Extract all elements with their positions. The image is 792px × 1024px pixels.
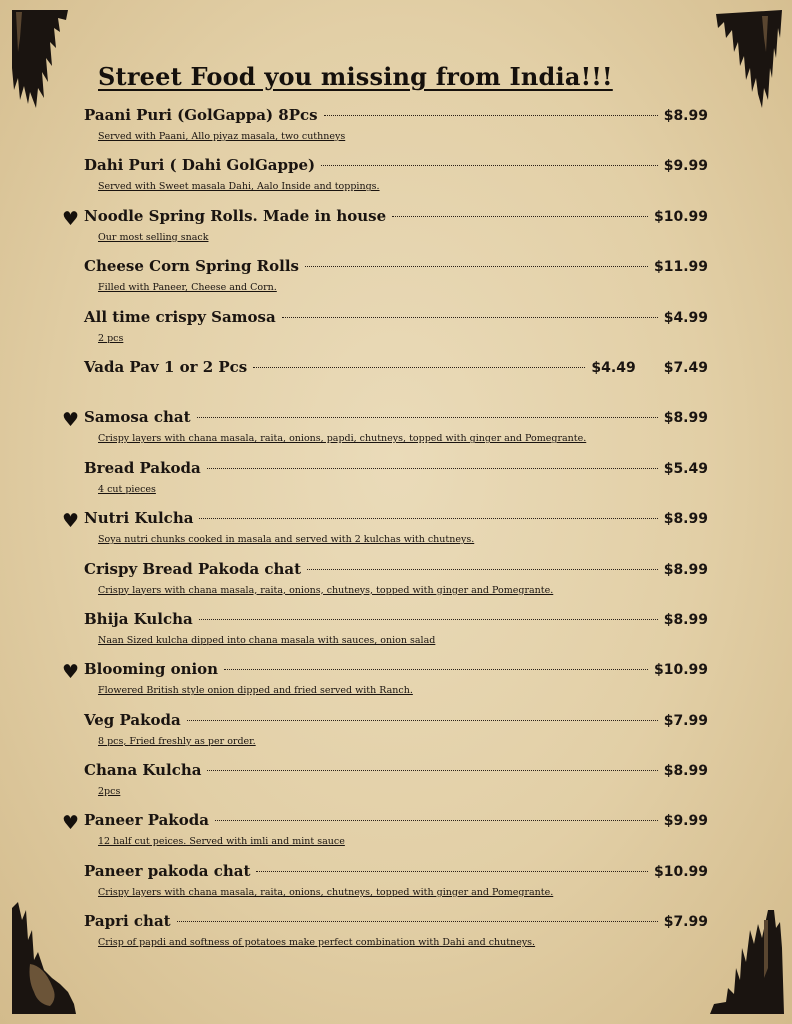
menu-item-line xyxy=(84,459,708,483)
dot-leader xyxy=(207,468,658,469)
menu-item-price: $9.99 xyxy=(663,813,708,830)
menu-item xyxy=(0,862,792,912)
menu-item-line xyxy=(84,308,708,332)
menu-item-description: Served with Paani, Allo piyaz masala, two cuthneys xyxy=(98,131,346,142)
menu-item-price: $10.99 xyxy=(653,662,708,679)
menu-item xyxy=(0,156,792,206)
heart-icon: ♥ xyxy=(62,812,80,835)
menu-item-line xyxy=(84,408,708,432)
dot-leader xyxy=(253,367,585,368)
menu-item-description: Flowered British style onion dipped and fried served with Ranch. xyxy=(98,685,413,697)
menu-item xyxy=(0,610,792,660)
menu-item-name: Papri chat xyxy=(84,912,171,931)
menu-item-name: Dahi Puri ( Dahi GolGappe) xyxy=(84,156,316,175)
menu-item-name: Crispy Bread Pakoda chat xyxy=(84,559,302,578)
menu-item xyxy=(0,509,792,559)
menu-item xyxy=(0,257,792,307)
menu-item-price: $8.99 xyxy=(663,611,708,628)
menu-item-price: $4.49 xyxy=(591,359,636,376)
menu-item-description: Crispy layers with chana masala, raita, onions, chutneys, topped with ginger and Pomegrante. xyxy=(98,584,554,596)
dot-leader xyxy=(305,266,648,267)
menu-item-name: Chana Kulcha xyxy=(84,761,202,780)
menu-item-price: $8.99 xyxy=(663,410,708,427)
menu-item xyxy=(0,912,792,962)
menu-item-description: 4 cut pieces xyxy=(98,483,156,495)
menu-item-name: Bhija Kulcha xyxy=(84,609,193,628)
menu-item-description: Crisp of papdi and softness of potatoes make perfect combination with Dahi and chutneys. xyxy=(98,937,536,949)
menu-item xyxy=(0,560,792,610)
menu-item-price-2: $7.49 xyxy=(663,359,708,376)
corner-ornament-top-right xyxy=(712,8,784,113)
menu-item-name: Cheese Corn Spring Rolls xyxy=(84,257,299,276)
menu-item-price: $8.99 xyxy=(663,108,708,124)
menu-item xyxy=(0,308,792,358)
menu-item-line xyxy=(84,358,708,382)
menu-item-description: Served with Sweet masala Dahi, Aalo Inside and toppings. xyxy=(98,181,380,193)
menu-item-price: $9.99 xyxy=(663,158,708,175)
menu-item-price: $11.99 xyxy=(653,259,708,276)
menu-item-line xyxy=(84,156,708,180)
menu-item-name: Blooming onion xyxy=(84,660,219,679)
heart-icon: ♥ xyxy=(62,207,80,230)
dot-leader xyxy=(215,820,658,821)
menu-item-name: Paneer pakoda chat xyxy=(84,861,251,880)
menu-item xyxy=(0,660,792,710)
menu-item xyxy=(0,711,792,761)
menu-item-price: $10.99 xyxy=(653,208,708,225)
menu-item-line xyxy=(84,610,708,634)
menu-item-description: Soya nutri chunks cooked in masala and served with 2 kulchas with chutneys. xyxy=(98,534,475,546)
dot-leader xyxy=(321,165,658,166)
menu-item xyxy=(0,761,792,811)
menu-item-line xyxy=(84,560,708,584)
dot-leader xyxy=(199,619,658,620)
menu-item-line xyxy=(84,257,708,281)
menu-item-price: $8.99 xyxy=(663,763,708,780)
menu-item-price: $10.99 xyxy=(653,863,708,880)
heart-icon: ♥ xyxy=(62,409,80,432)
menu-item-description: Our most selling snack xyxy=(98,231,209,243)
menu-item-name: Paneer Pakoda xyxy=(84,811,209,830)
menu-item-price: $7.99 xyxy=(663,712,708,729)
dot-leader xyxy=(197,417,658,418)
dot-leader xyxy=(177,921,658,922)
heart-icon: ♥ xyxy=(62,510,80,533)
menu-item-line xyxy=(84,509,708,533)
menu-item-description: 12 half cut peices. Served with imli and mint sauce xyxy=(98,836,345,848)
menu-item-line xyxy=(84,912,708,936)
menu-item-description: 2pcs xyxy=(98,786,121,798)
menu-list xyxy=(0,106,792,963)
menu-item-name: Noodle Spring Rolls. Made in house xyxy=(84,206,387,225)
menu-item xyxy=(0,408,792,458)
menu-item xyxy=(0,811,792,861)
dot-leader xyxy=(324,115,658,116)
menu-item xyxy=(0,106,792,156)
menu-title: Street Food you missing from India!!! xyxy=(98,62,613,91)
menu-item-description: 8 pcs, Fried freshly as per order. xyxy=(98,735,256,747)
menu-item xyxy=(0,207,792,257)
menu-item-line xyxy=(84,862,708,886)
menu-item-description: Crispy layers with chana masala, raita, onions, chutneys, topped with ginger and Pomegrante. xyxy=(98,886,554,898)
menu-item-line xyxy=(84,711,708,735)
menu-item-line xyxy=(84,660,708,684)
menu-item-line xyxy=(84,761,708,785)
menu-item-line xyxy=(84,811,708,835)
dot-leader xyxy=(256,871,648,872)
menu-item-name: Vada Pav 1 or 2 Pcs xyxy=(84,357,248,376)
menu-item-description: Filled with Paneer, Cheese and Corn. xyxy=(98,282,277,294)
dot-leader xyxy=(224,669,648,670)
menu-item-description: Naan Sized kulcha dipped into chana masala with sauces, onion salad xyxy=(98,634,436,646)
menu-item-name: Nutri Kulcha xyxy=(84,509,194,528)
menu-item-price: $7.99 xyxy=(663,914,708,931)
corner-ornament-top-left xyxy=(8,8,73,113)
menu-item-name: Samosa chat xyxy=(84,408,191,427)
dot-leader xyxy=(207,770,657,771)
menu-item-price: $8.99 xyxy=(663,561,708,578)
dot-leader xyxy=(187,720,658,721)
dot-leader xyxy=(392,216,648,217)
heart-icon: ♥ xyxy=(62,661,80,684)
menu-item-description: Crispy layers with chana masala, raita, onions, papdi, chutneys, topped with ginger and Pomegrante. xyxy=(98,433,587,445)
menu-item-line xyxy=(84,207,708,231)
menu-item-name: Veg Pakoda xyxy=(84,710,181,729)
menu-item-name: All time crispy Samosa xyxy=(84,307,276,326)
menu-item-line xyxy=(84,106,708,130)
menu-item-price: $5.49 xyxy=(663,460,708,477)
dot-leader xyxy=(307,569,658,570)
menu-item xyxy=(0,358,792,408)
dot-leader xyxy=(199,518,657,519)
menu-item xyxy=(0,459,792,509)
menu-item-description: 2 pcs xyxy=(98,332,124,344)
menu-item-name: Paani Puri (GolGappa) 8Pcs xyxy=(84,106,318,124)
menu-item-price: $4.99 xyxy=(663,309,708,326)
menu-item-name: Bread Pakoda xyxy=(84,458,201,477)
menu-item-price: $8.99 xyxy=(663,511,708,528)
dot-leader xyxy=(282,317,658,318)
